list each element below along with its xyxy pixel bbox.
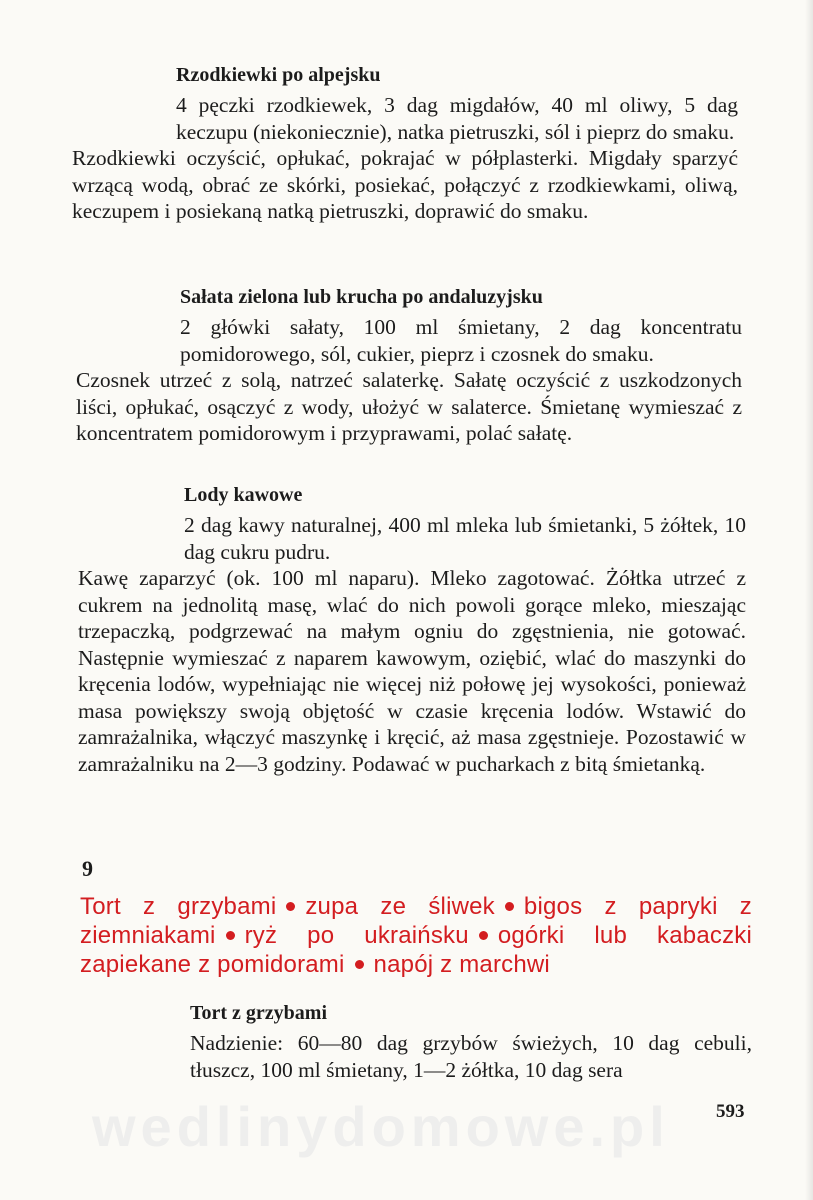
menu-item: napój z marchwi [373,951,550,978]
recipe-title: Lody kawowe [184,484,303,506]
recipe-title: Rzodkiewki po alpejsku [176,64,381,86]
bullet-icon [286,902,295,911]
bullet-icon [479,931,488,940]
section-menu [80,892,752,979]
recipe-salata [0,284,813,447]
bullet-icon [505,902,514,911]
section-number: 9 [82,856,93,881]
recipe-lody-kawowe [0,482,813,777]
menu-item: ogórki lub kabaczki zapiekane z pomidorami [80,922,752,978]
bullet-icon [226,931,235,940]
recipe-instructions: Rzodkiewki oczyścić, opłukać, pokrajać w półplasterki. Migdały sparzyć wrzącą wodą, obrać ze skórki, posiekać, połączyć z rzodkiewkami, oliwą, keczupem i posiekaną natką pietruszki, doprawić do smaku. [72,146,738,223]
menu-item: Tort z grzybami [80,893,277,920]
recipe-ingredients: Nadzienie: 60—80 dag grzybów świeżych, 10 dag cebuli, tłuszcz, 100 ml śmietany, 1—2 żółtka, 10 dag sera [190,1031,752,1082]
recipe-instructions: Czosnek utrzeć z solą, natrzeć salaterkę. Sałatę oczyścić z uszkodzonych liści, opłukać, osączyć z wody, ułożyć w salaterce. Śmietanę wymieszać z koncentratem pomidorowym i przyprawami, polać sałatę. [76,368,742,445]
menu-item: bigos z papryki z ziemniakami [80,893,753,949]
recipe-title: Tort z grzybami [190,1002,328,1024]
recipe-rzodkiewki [0,62,813,225]
watermark: wedlinydomowe.pl [92,1095,670,1158]
recipe-title: Sałata zielona lub krucha po andaluzyjsku [180,286,543,308]
menu-item: ryż po ukraińsku [244,922,469,949]
recipe-instructions: Kawę zaparzyć (ok. 100 ml naparu). Mleko zagotować. Żółtka utrzeć z cukrem na jednolitą masę, wlać do nich powoli gorące mleko, mieszając trzepaczką, podgrzewać na małym ogniu do zgęstnienia, nie gotować. Następnie wymieszać z naparem kawowym, oziębić, wlać do maszynki do kręcenia lodów, wypełniając nie więcej niż połowę jej wysokości, ponieważ masa powiększy swoją objętość w czasie kręcenia lodów. Wstawić do zamrażalnika, włączyć maszynkę i kręcić, aż masa zgęstnieje. Pozostawić w zamrażalniku na 2—3 godziny. Podawać w pucharkach z bitą śmietanką. [78,566,746,776]
recipe-ingredients: 2 główki sałaty, 100 ml śmietany, 2 dag koncentratu pomidorowego, sól, cukier, pieprz i czosnek do smaku. [180,315,742,366]
menu-item: zupa ze śliwek [305,893,495,920]
recipe-ingredients: 2 dag kawy naturalnej, 400 ml mleka lub śmietanki, 5 żółtek, 10 dag cukru pudru. [184,513,746,564]
page-edge-shadow [805,0,813,1200]
recipe-tort-z-grzybami [0,1000,813,1083]
recipe-ingredients: 4 pęczki rzodkiewek, 3 dag migdałów, 40 ml oliwy, 5 dag keczupu (niekoniecznie), natka pietruszki, sól i pieprz do smaku. [176,93,738,144]
page-number: 593 [716,1101,745,1122]
bullet-icon [355,960,364,969]
